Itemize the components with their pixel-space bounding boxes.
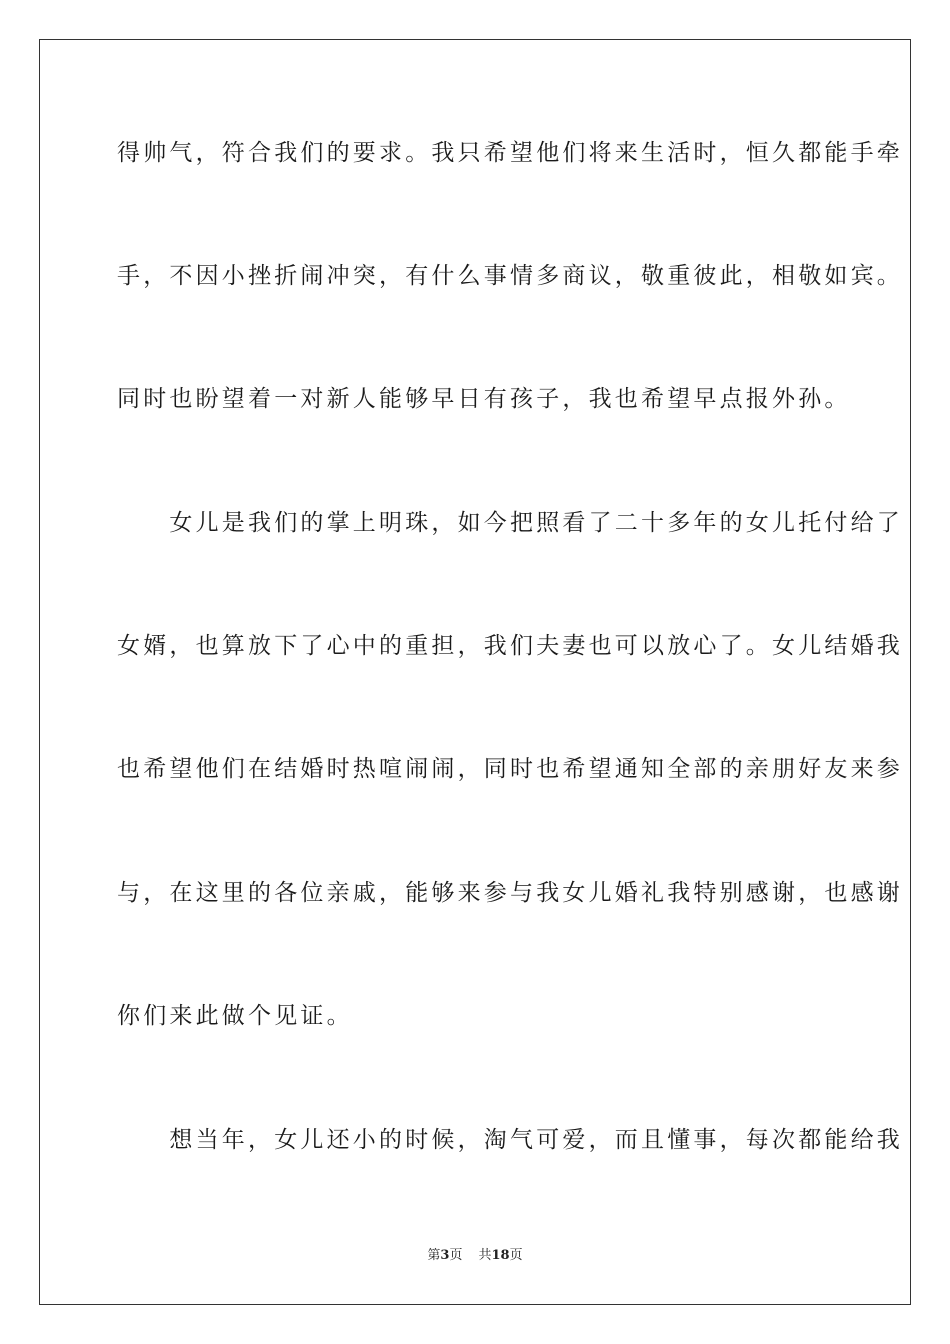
text-line-4: 女儿是我们的掌上明珠，如今把照看了二十多年的女儿托付给了 [117, 510, 903, 536]
text-line-1: 得帅气，符合我们的要求。我只希望他们将来生活时，恒久都能手牵 [117, 140, 903, 166]
total-pages: 18 [491, 1248, 510, 1263]
total-prefix: 共 [478, 1248, 492, 1263]
page-suffix: 页 [449, 1248, 463, 1263]
text-line-7: 与，在这里的各位亲戚，能够来参与我女儿婚礼我特别感谢，也感谢 [117, 880, 903, 906]
text-line-3: 同时也盼望着一对新人能够早日有孩子，我也希望早点报外孙。 [117, 386, 851, 412]
page-footer [0, 1248, 950, 1264]
text-line-9: 想当年，女儿还小的时候，淘气可爱，而且懂事，每次都能给我 [117, 1127, 903, 1153]
page-prefix: 第 [427, 1248, 441, 1263]
text-line-8: 你们来此做个见证。 [117, 1003, 353, 1029]
text-line-5: 女婿，也算放下了心中的重担，我们夫妻也可以放心了。女儿结婚我 [117, 633, 903, 659]
page-number: 3 [440, 1248, 450, 1263]
page-frame [39, 39, 911, 1305]
total-suffix: 页 [509, 1248, 523, 1263]
text-line-2: 手，不因小挫折闹冲突，有什么事情多商议，敬重彼此，相敬如宾。 [117, 263, 903, 289]
text-line-6: 也希望他们在结婚时热喧闹闹，同时也希望通知全部的亲朋好友来参 [117, 756, 903, 782]
